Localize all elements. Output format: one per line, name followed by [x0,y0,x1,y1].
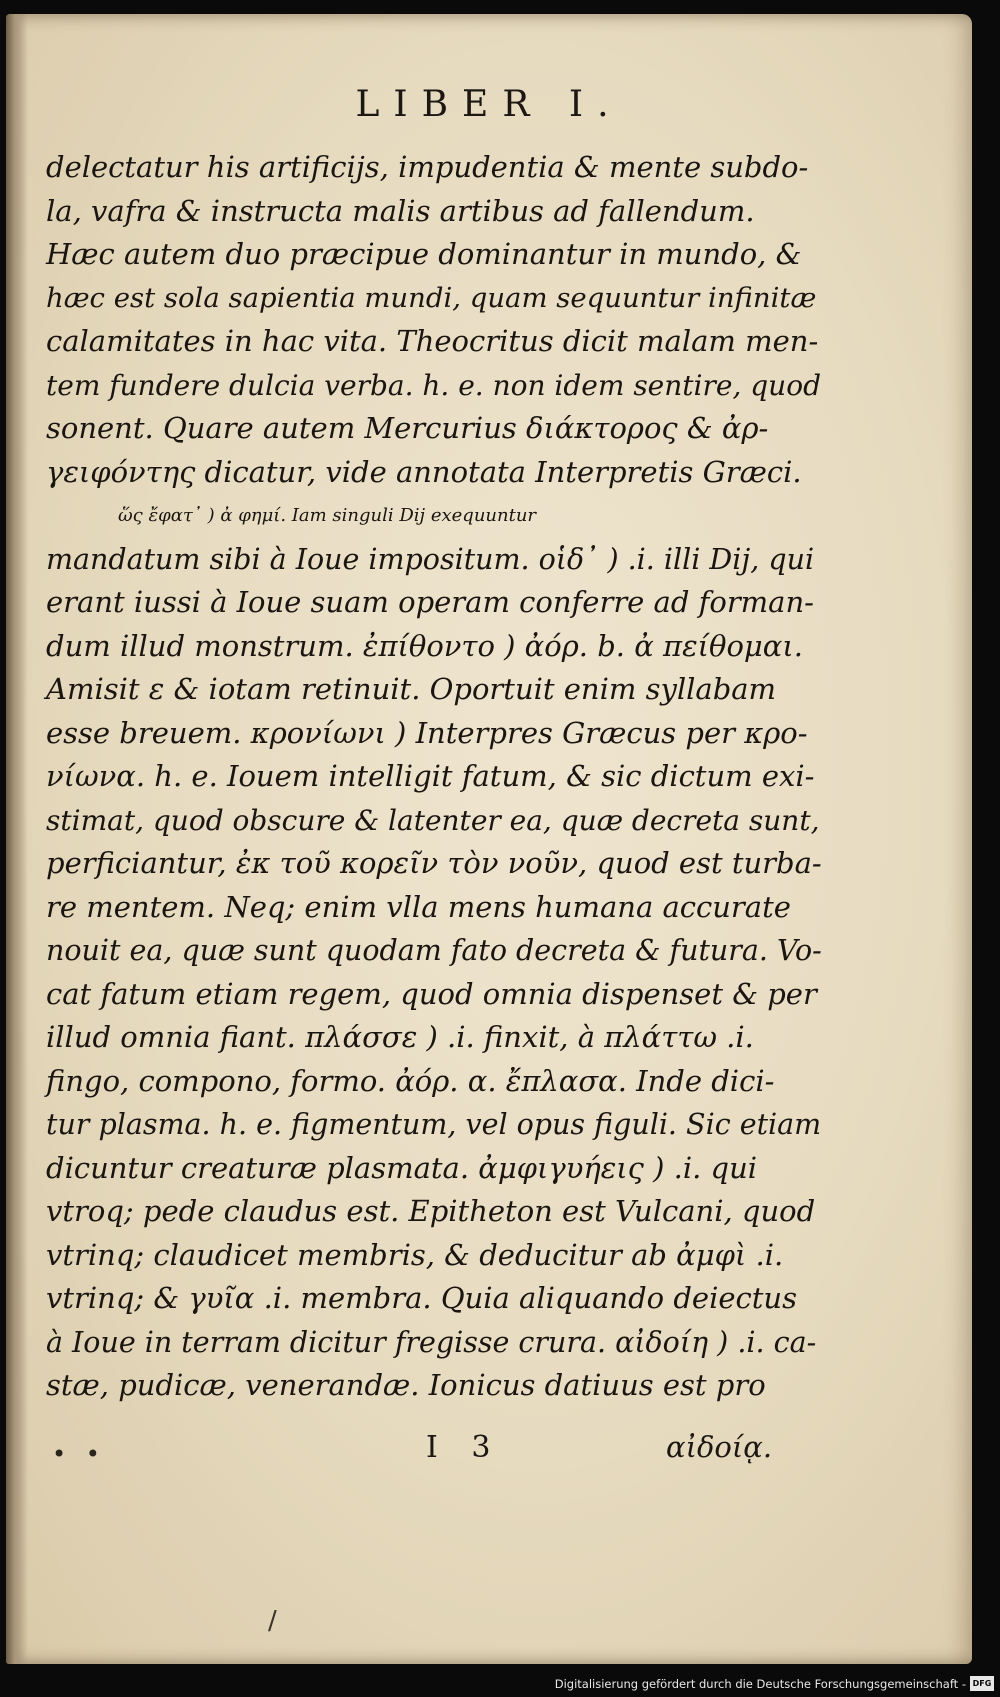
text-line: vtrinq; claudicet membris, & deducitur ab ἀμφὶ .i. [46,1237,784,1272]
footer-bar [0,1672,1000,1697]
text-line: erant iussi à Ioue suam operam conferre ad forman- [46,585,814,619]
text-line: illud omnia fiant. πλάσσε ) .i. finxit, à πλάττω .i. [46,1020,754,1054]
text-line: hæc est sola sapientia mundi, quam sequuntur infinitæ [46,281,817,314]
text-line: stæ, pudicæ, venerandæ. Ionicus datiuus est pro [46,1368,766,1402]
dfg-logo: DFG [970,1676,994,1691]
text-line: νίωνα. h. e. Iouem intelligit fatum, & sic dictum exi- [46,759,815,793]
text-line: nouit ea, quæ sunt quodam fato decreta & futura. Vo- [46,934,822,967]
text-line: la, vafra & instructa malis artibus ad fallendum. [46,193,755,228]
text-line: tur plasma. h. e. figmentum, vel opus figuli. Sic etiam [46,1108,822,1141]
funding-credit: Digitalisierung gefördert durch die Deutsche Forschungsgemeinschaft - [554,1677,966,1691]
text-line: vtroq; pede claudus est. Epitheton est Vulcani, quod [46,1194,816,1228]
printer-signature: I 3 [426,1430,503,1465]
text-line: Hæc autem duo præcipue dominantur in mundo, & [46,237,802,271]
text-line: esse breuem. κρονίωνι ) Interpres Græcus per κρο- [46,715,808,750]
text-line: à Ioue in terram dicitur fregisse crura. αἰδοίη ) .i. ca- [46,1325,817,1359]
catchword: αἰδοίᾳ. [666,1430,773,1464]
text-line: mandatum sibi à Ioue impositum. οἱδ᾽ ) .i. illi Dij, qui [46,542,815,576]
text-line: γειφόντης dicatur, vide annotata Interpretis Græci. [46,454,802,489]
book-page [6,14,972,1664]
text-line: Amisit ε & iotam retinuit. Oportuit enim syllabam [46,672,777,706]
text-line: stimat, quod obscure & latenter ea, quæ decreta sunt, [46,803,820,837]
page-gutter-shadow [6,14,28,1664]
text-line: sonent. Quare autem Mercurius διάκτορος & ἀρ- [46,411,769,445]
running-head: LIBER I. [355,84,623,125]
text-line: vtrinq; & γυῖα .i. membra. Quia aliquando deiectus [46,1281,797,1315]
pencil-mark: / [268,1606,277,1636]
text-line: delectatur his artificijs, impudentia & mente subdo- [46,150,809,184]
text-line: dicuntur creaturæ plasmata. ἀμφιγυήεις ) .i. qui [46,1150,758,1185]
text-line: re mentem. Neq; enim vlla mens humana accurate [46,889,791,924]
text-line: fingo, compono, formo. ἀόρ. α. ἔπλασα. Inde dici- [46,1063,775,1098]
text-line: perficiantur, ἐκ τοῦ κορεῖν τὸν νοῦν, quod est turba- [46,846,822,880]
text-line: ὥς ἔφατ᾽ ) ἀ φημί. Iam singuli Dij exequuntur [118,505,537,526]
body-text [46,146,822,1408]
signature-mark: • • [52,1440,106,1468]
text-line: calamitates in hac vita. Theocritus dicit malam men- [46,324,819,358]
text-line: tem fundere dulcia verba. h. e. non idem sentire, quod [46,368,821,402]
text-line: cat fatum etiam regem, quod omnia dispenset & per [46,976,817,1011]
text-line: dum illud monstrum. ἐπίθοντο ) ἀόρ. b. ἀ πείθομαι. [46,628,803,663]
